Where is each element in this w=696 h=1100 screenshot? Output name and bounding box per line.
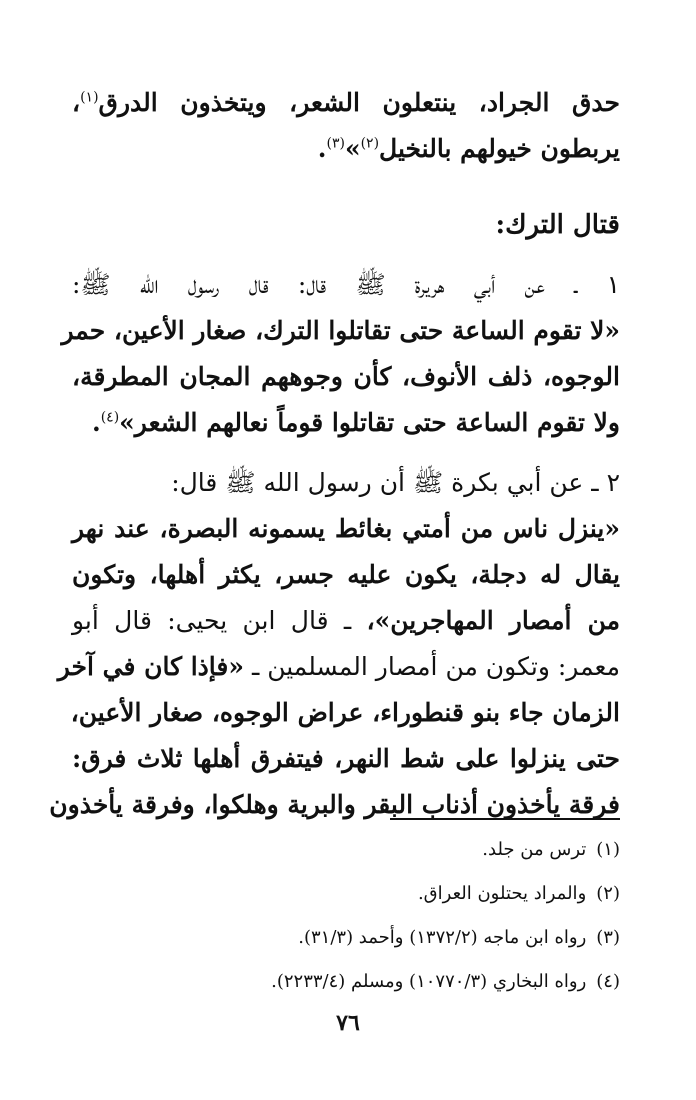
text-line — [57, 644, 620, 690]
text-fragment: ـ قال ابن يحيى: قال أبو — [72, 606, 367, 635]
footnote-item — [72, 828, 620, 872]
text-fragment: . — [91, 408, 101, 437]
text-fragment: ولا تقوم الساعة حتى تقاتلوا قوماً نعالهم الشعر» — [119, 408, 620, 437]
text-line: «ينزل ناس من أمتي بغائط يسمونه البصرة، عند نهر — [72, 514, 620, 543]
footnote-text: والمراد يحتلون العراق. — [417, 883, 587, 904]
text-fragment: حدق الجراد، ينتعلون الشعر، ويتخذون الدرق — [98, 88, 620, 117]
footnotes — [72, 828, 620, 1004]
hadith-2 — [49, 460, 620, 828]
text-fragment: «فإذا كان في آخر — [57, 652, 244, 681]
text-fragment: » — [344, 134, 361, 163]
page-body — [49, 74, 620, 828]
footnote-divider — [390, 818, 620, 820]
footnote-text: رواه ابن ماجه (١٣٧٢/٢) وأحمد (٣١/٣). — [298, 927, 587, 948]
hadith-intro-line: ٢ ـ عن أبي بكرة ﷺ أن رسول الله ﷺ قال: — [171, 468, 620, 497]
text-line: الزمان جاء بنو قنطوراء، عراض الوجوه، صغار الأعين، — [70, 698, 620, 727]
footnote-item — [72, 960, 620, 1004]
text-fragment: ، — [72, 88, 81, 117]
footnote-ref[interactable]: (١) — [80, 89, 99, 106]
text-line: فرقة يأخذون أذناب البقر والبرية وهلكوا، وفرقة يأخذون — [49, 790, 620, 819]
footnote-text: رواه البخاري (١٠٧٧٠/٣) ومسلم (٢٢٣٣/٤). — [271, 971, 587, 992]
text-line — [72, 80, 620, 126]
footnote-ref[interactable]: (٤) — [100, 409, 120, 426]
text-fragment: يربطون خيولهم بالنخيل — [379, 134, 620, 163]
hadith-intro-line: ١ ـ عن أبي هريرة ﷺ قال: قال رسول الله ﷺ: — [72, 270, 620, 299]
footnote-number: (١) — [596, 839, 620, 860]
footnote-number: (٤) — [596, 971, 620, 992]
footnote-item — [72, 916, 620, 960]
page-number: ٧٦ — [336, 1010, 360, 1036]
footnote-number: (٣) — [596, 927, 620, 948]
footnote-text: ترس من جلد. — [482, 839, 587, 860]
footnote-number: (٢) — [596, 883, 620, 904]
footnote-ref[interactable]: (٣) — [326, 135, 345, 152]
text-line — [72, 126, 620, 172]
intro-paragraph — [72, 80, 620, 172]
text-fragment: . — [317, 134, 327, 163]
text-line: حتى ينزلوا على شط النهر، فيتفرق أهلها ثلاث فرق: — [72, 744, 620, 773]
section-heading: قتال الترك: — [495, 210, 620, 240]
text-fragment: معمر: وتكون من أمصار المسلمين ـ — [244, 652, 620, 681]
text-line: الوجوه، ذلف الأنوف، كأن وجوههم المجان المطرقة، — [72, 362, 620, 391]
text-line — [72, 400, 620, 446]
text-line — [72, 598, 620, 644]
text-line: يقال له دجلة، يكون عليه جسر، يكثر أهلها، وتكون — [72, 560, 620, 589]
text-fragment: من أمصار المهاجرين»، — [366, 606, 620, 635]
footnote-ref[interactable]: (٢) — [360, 135, 380, 152]
text-line: «لا تقوم الساعة حتى تقاتلوا الترك، صغار الأعين، حمر — [61, 316, 620, 345]
hadith-1 — [61, 262, 620, 446]
footnote-item — [72, 872, 620, 916]
